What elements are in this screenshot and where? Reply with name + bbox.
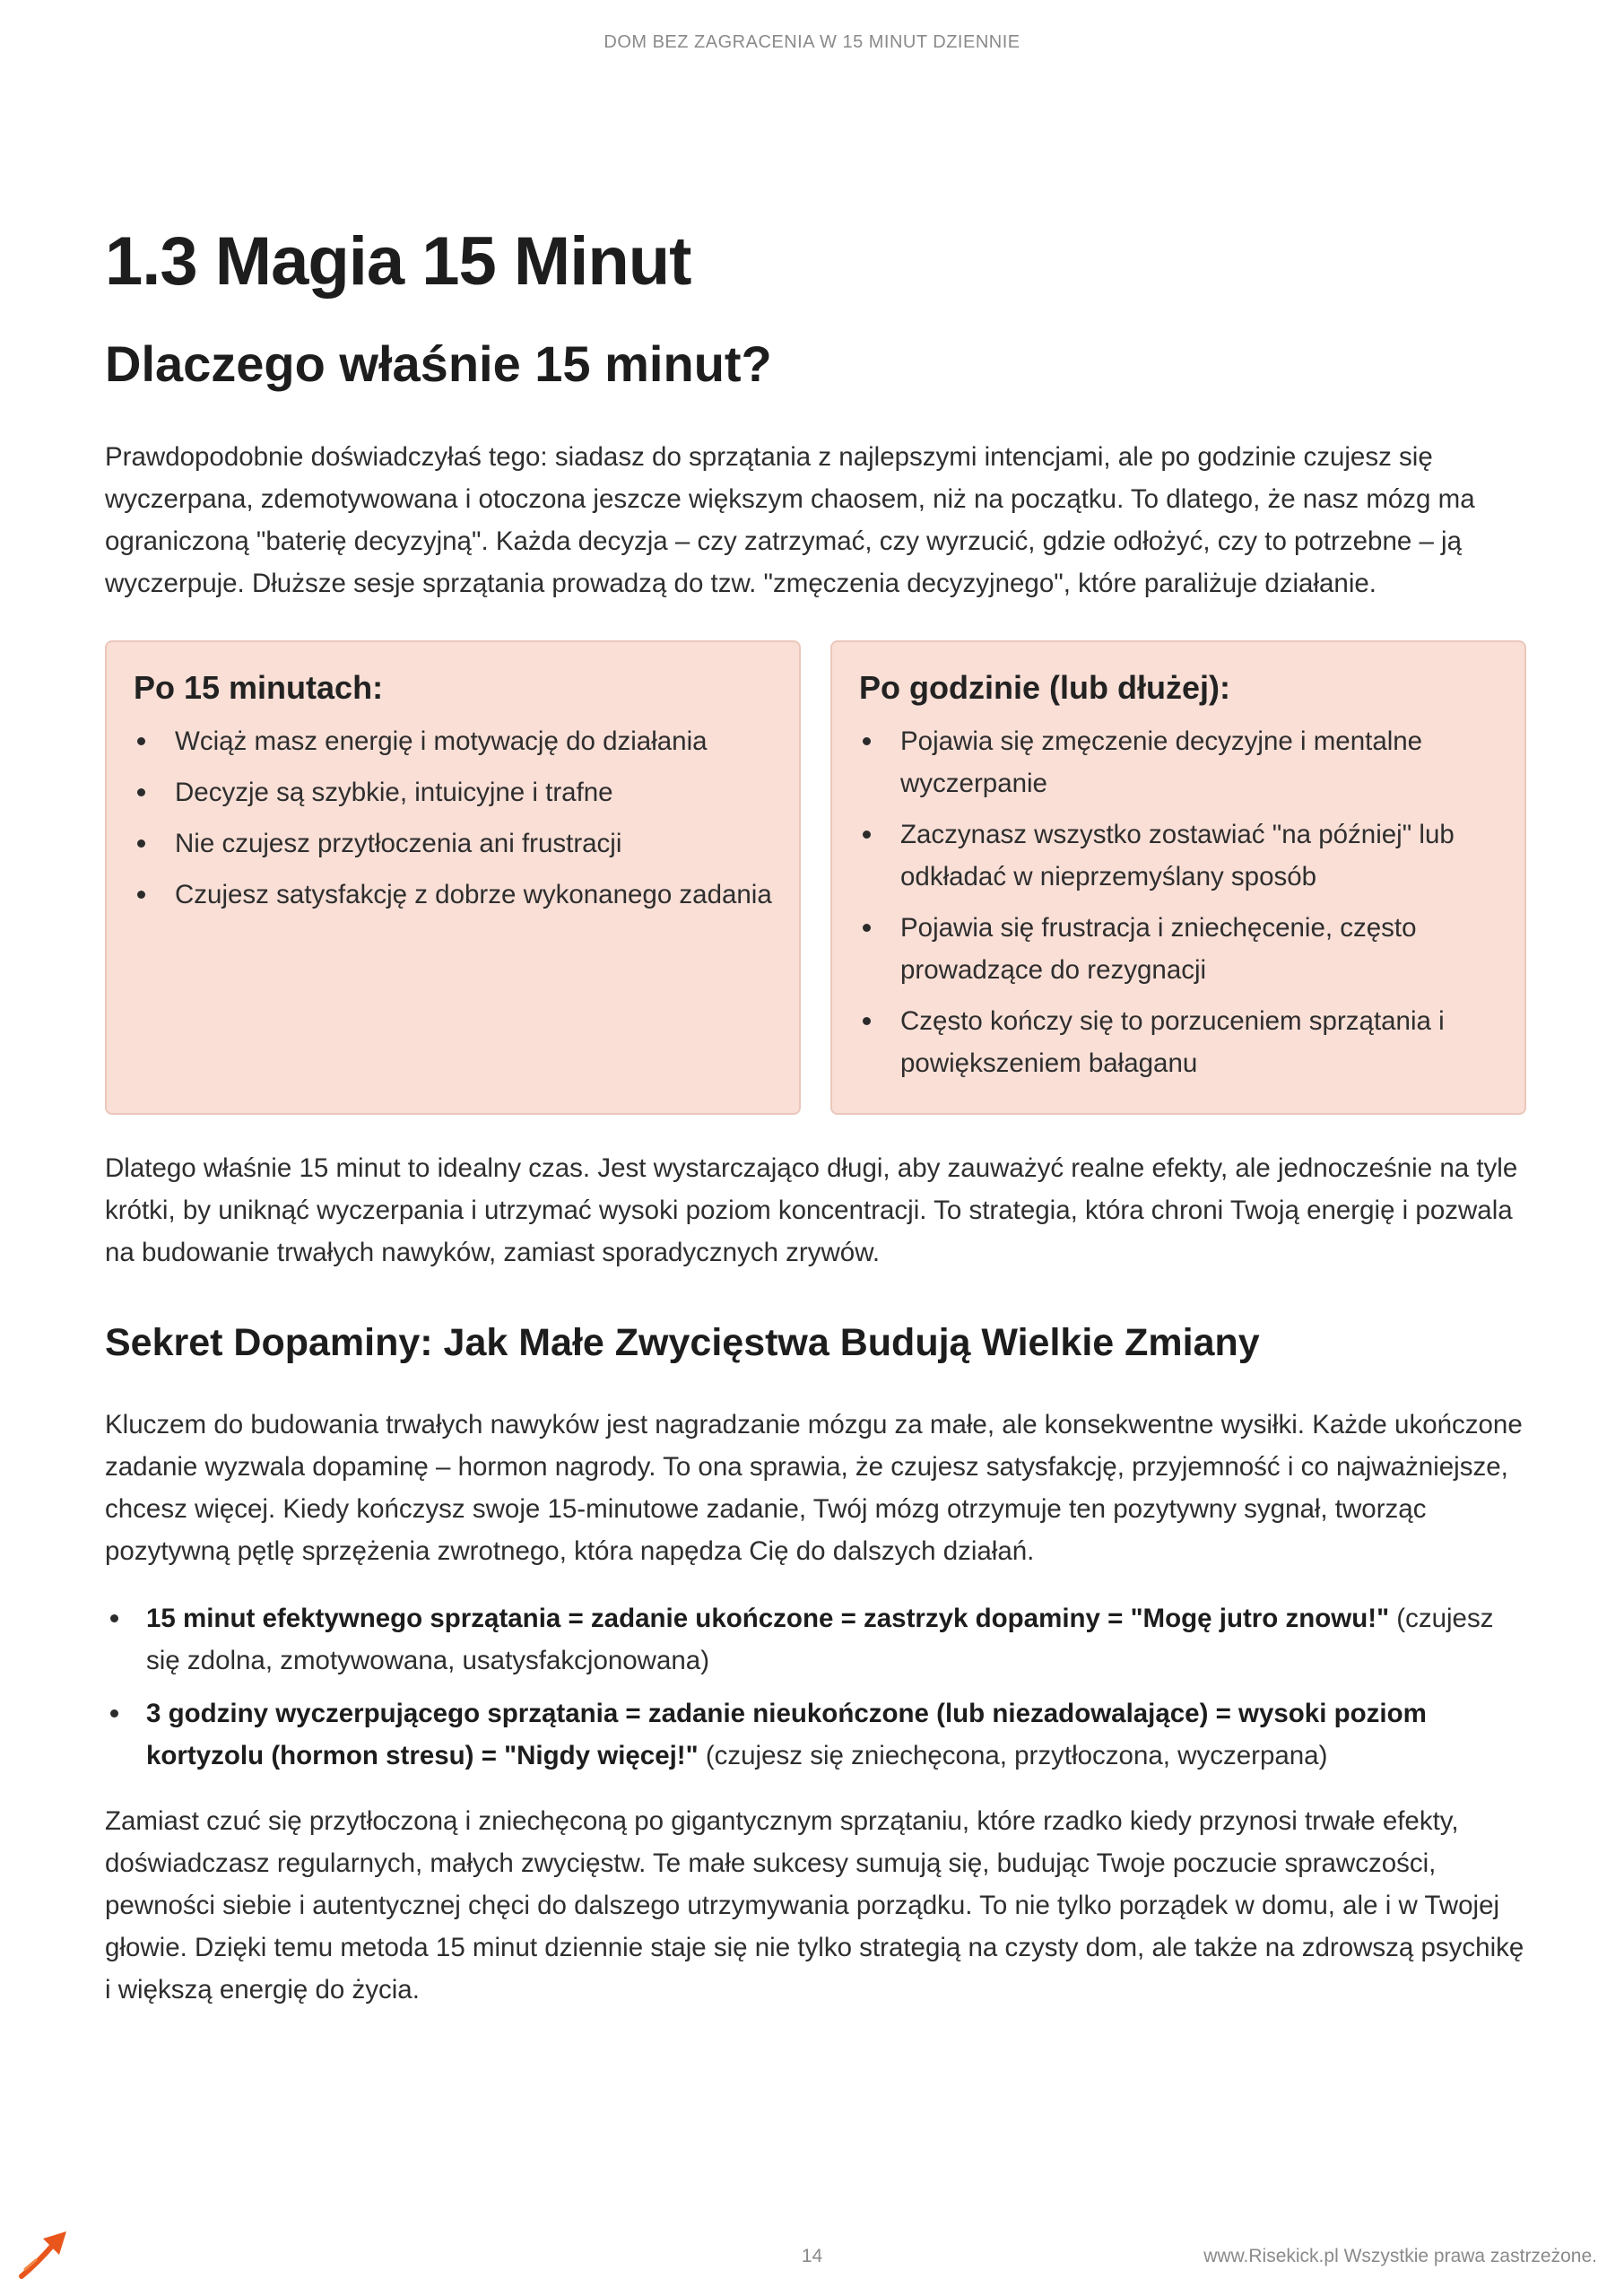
list-item: Nie czujesz przytłoczenia ani frustracji — [134, 822, 774, 865]
list-item-rest: (czujesz się zniechęcona, przytłoczona, wyczerpana) — [698, 1741, 1328, 1771]
page-footer — [0, 2224, 1624, 2278]
comparison-title-left: Po 15 minutach: — [134, 668, 384, 706]
list-item — [105, 1597, 1526, 1682]
running-header: DOM BEZ ZAGRACENIA W 15 MINUT DZIENNIE — [604, 32, 1020, 52]
dopamine-heading: Sekret Dopaminy: Jak Małe Zwycięstwa Budują Wielkie Zmiany — [105, 1320, 1260, 1364]
comparison-row — [105, 640, 1526, 1115]
comparison-list-left — [134, 720, 774, 916]
after-comparison-paragraph: Dlatego właśnie 15 minut to idealny czas. Jest wystarczająco długi, aby zauważyć realne efekty, ale jednocześnie na tyle krótki, by uniknąć wyczerpania i utrzymać wysoki poziom koncentracji. To strategia, która chroni Twoją energię i pozwala na budowanie trwałych nawyków, zamiast sporadycznych zrywów. — [105, 1152, 1518, 1267]
page-content — [105, 224, 1526, 2011]
list-item — [105, 1692, 1526, 1777]
comparison-box-15-minutes — [105, 640, 801, 1115]
list-item: Decyzje są szybkie, intuicyjne i trafne — [134, 771, 774, 813]
chapter-title: 1.3 Magia 15 Minut — [105, 223, 691, 300]
comparison-title-right: Po godzinie (lub dłużej): — [859, 668, 1230, 706]
list-item: Pojawia się frustracja i zniechęcenie, często prowadzące do rezygnacji — [859, 907, 1499, 991]
list-item-bold: 3 godziny wyczerpującego sprzątania = zadanie nieukończone (lub niezadowalające) = wysoki poziom kortyzolu (hormon stresu) = "Nigdy więcej!" — [146, 1699, 1427, 1771]
page-number: 14 — [801, 2246, 823, 2266]
dopamine-paragraph: Kluczem do budowania trwałych nawyków jest nagradzanie mózgu za małe, ale konsekwentne wysiłki. Każde ukończone zadanie wyzwala dopaminę – hormon nagrody. To ona sprawia, że czujesz satysfakcję, przyjemność i co najważniejsze, chcesz więcej. Kiedy kończysz swoje 15-minutowe zadanie, Twój mózg otrzymuje ten pozytywny sygnał, tworząc pozytywną pętlę sprzężenia zwrotnego, która napędza Cię do dalszych działań. — [105, 1410, 1523, 1567]
list-item: Zaczynasz wszystko zostawiać "na później" lub odkładać w nieprzemyślany sposób — [859, 813, 1499, 898]
list-item-bold: 15 minut efektywnego sprzątania = zadanie ukończone = zastrzyk dopaminy = "Mogę jutro znowu!" — [146, 1604, 1390, 1634]
list-item-rest: (czujesz się zdolna, zmotywowana, usatysfakcjonowana) — [146, 1604, 1494, 1676]
section-title: Dlaczego właśnie 15 minut? — [105, 335, 772, 392]
list-item: Pojawia się zmęczenie decyzyjne i mentalne wyczerpanie — [859, 720, 1499, 804]
footer-copyright: www.Risekick.pl Wszystkie prawa zastrzeżone. — [1203, 2246, 1597, 2266]
list-item: Czujesz satysfakcję z dobrze wykonanego zadania — [134, 874, 774, 916]
final-paragraph: Zamiast czuć się przytłoczoną i zniechęconą po gigantycznym sprzątaniu, które rzadko kiedy przynosi trwałe efekty, doświadczasz regularnych, małych zwycięstw. Te małe sukcesy sumują się, budując Twoje poczucie sprawczości, pewności siebie i autentycznej chęci do dalszego utrzymywania porządku. To nie tylko porządek w domu, ale i w Twojej głowie. Dzięki temu metoda 15 minut dziennie staje się nie tylko strategią na czysty dom, ale także na zdrowszą psychikę i większą energię do życia. — [105, 1806, 1524, 2005]
intro-paragraph: Prawdopodobnie doświadczyłaś tego: siadasz do sprzątania z najlepszymi intencjami, ale po godzinie czujesz się wyczerpana, zdemotywowana i otoczona jeszcze większym chaosem, niż na początku. To dlatego, że nasz mózg ma ograniczoną "baterię decyzyjną". Każda decyzja – czy zatrzymać, czy wyrzucić, gdzie odłożyć, czy to potrzebne – ją wyczerpuje. Dłuższe sesje sprzątania prowadzą do tzw. "zmęczenia decyzyjnego", które paraliżuje działanie. — [105, 441, 1475, 598]
comparison-list-right — [859, 720, 1499, 1084]
list-item: Często kończy się to porzuceniem sprzątania i powiększeniem bałaganu — [859, 1000, 1499, 1084]
list-item: Wciąż masz energię i motywację do działania — [134, 720, 774, 762]
comparison-box-hour — [830, 640, 1526, 1115]
dopamine-list — [105, 1597, 1526, 1777]
